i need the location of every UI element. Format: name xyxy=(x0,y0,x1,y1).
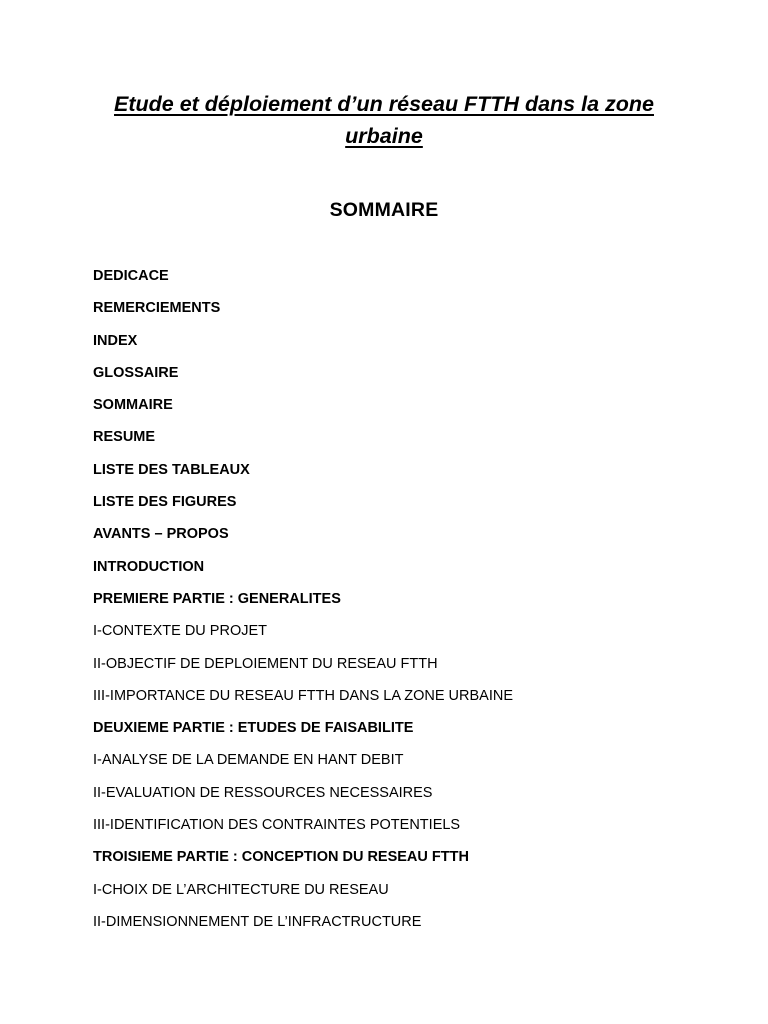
toc-section-entry: DEDICACE xyxy=(93,268,169,284)
toc-section-entry: RESUME xyxy=(93,429,156,446)
document-title: Etude et déploiement d’un réseau FTTH dans la zone urbaine xyxy=(114,92,654,148)
toc-section-entry: INDEX xyxy=(93,332,138,349)
toc-section-entry: GLOSSAIRE xyxy=(93,364,179,381)
toc-section-entry: INTRODUCTION xyxy=(93,558,205,575)
toc-heading: SOMMAIRE xyxy=(329,199,439,221)
toc-section-entry: AVANTS – PROPOS xyxy=(93,526,229,543)
toc-subsection-entry: I-CHOIX DE L’ARCHITECTURE DU RESEAU xyxy=(93,881,389,898)
toc-section-entry: SOMMAIRE xyxy=(93,397,173,414)
toc-subsection-entry: II-DIMENSIONNEMENT DE L’INFRACTRUCTURE xyxy=(93,913,422,930)
toc-subsection-entry: II-OBJECTIF DE DEPLOIEMENT DU RESEAU FTTH xyxy=(93,655,438,672)
toc-section-entry: DEUXIEME PARTIE : ETUDES DE FAISABILITE xyxy=(93,720,414,737)
toc-section-entry: LISTE DES FIGURES xyxy=(93,494,237,511)
toc-subsection-entry: I-CONTEXTE DU PROJET xyxy=(93,623,268,640)
toc-section-entry: PREMIERE PARTIE : GENERALITES xyxy=(93,590,341,607)
toc-section-entry: REMERCIEMENTS xyxy=(93,300,221,317)
toc-subsection-entry: III-IDENTIFICATION DES CONTRAINTES POTENTIELS xyxy=(93,817,461,834)
toc-subsection-entry: III-IMPORTANCE DU RESEAU FTTH DANS LA ZONE URBAINE xyxy=(93,687,514,704)
toc-subsection-entry: II-EVALUATION DE RESSOURCES NECESSAIRES xyxy=(93,784,433,801)
toc-section-entry: TROISIEME PARTIE : CONCEPTION DU RESEAU FTTH xyxy=(93,849,469,866)
toc-subsection-entry: I-ANALYSE DE LA DEMANDE EN HANT DEBIT xyxy=(93,752,404,769)
table-of-contents xyxy=(93,263,713,941)
toc-section-entry: LISTE DES TABLEAUX xyxy=(93,461,250,478)
